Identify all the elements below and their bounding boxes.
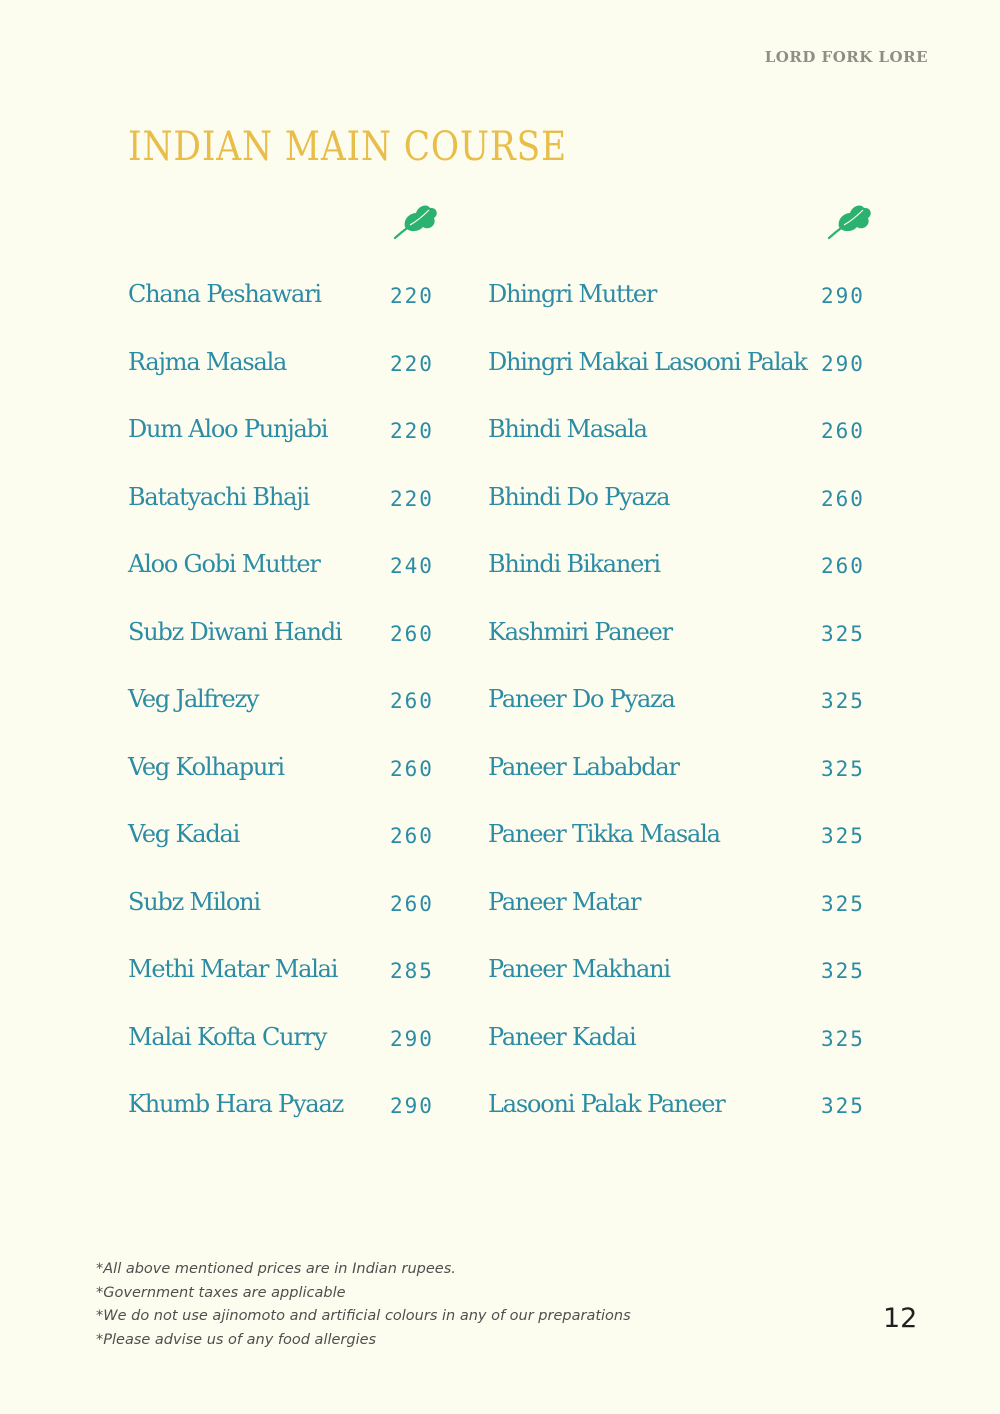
page-number: 12 <box>883 1303 918 1334</box>
footnote: *Government taxes are applicable <box>96 1284 346 1301</box>
item-price: 240 <box>390 554 434 578</box>
item-name: Paneer Tikka Masala <box>488 820 720 848</box>
item-price: 220 <box>390 351 434 376</box>
item-name: Subz Diwani Handi <box>128 617 342 646</box>
menu-item <box>488 1088 868 1156</box>
item-name: Rajma Masala <box>128 347 287 376</box>
item-price: 285 <box>390 959 434 983</box>
menu-item <box>128 953 438 1021</box>
footnote: *All above mentioned prices are in Indian rupees. <box>96 1261 456 1277</box>
menu-item <box>488 886 868 954</box>
menu-item <box>488 481 868 549</box>
menu-item <box>488 616 868 684</box>
item-price: 325 <box>821 891 865 916</box>
menu-column-right <box>488 278 868 1156</box>
item-price: 325 <box>821 959 865 983</box>
menu-item <box>128 481 438 549</box>
item-name: Batatyachi Bhaji <box>128 482 309 511</box>
item-price: 260 <box>390 621 434 646</box>
menu-item <box>488 751 868 819</box>
item-price: 325 <box>821 621 865 646</box>
item-price: 260 <box>821 419 865 443</box>
menu-item <box>128 1088 438 1156</box>
item-name: Bhindi Do Pyaza <box>488 482 670 511</box>
menu-item <box>488 683 868 751</box>
brand-logo: LORD FORK LORE <box>764 48 928 66</box>
menu-item <box>488 278 868 346</box>
item-name: Bhindi Bikaneri <box>488 550 660 578</box>
item-name: Veg Jalfrezy <box>128 685 259 713</box>
item-price: 260 <box>390 891 434 916</box>
item-name: Paneer Kadai <box>488 1022 636 1051</box>
menu-column-left <box>128 278 438 1156</box>
menu-item <box>128 818 438 886</box>
item-name: Paneer Matar <box>488 887 641 916</box>
item-name: Aloo Gobi Mutter <box>128 550 320 578</box>
item-price: 290 <box>821 284 865 308</box>
item-price: 325 <box>821 1026 865 1051</box>
item-name: Malai Kofta Curry <box>128 1022 327 1051</box>
item-price: 260 <box>390 756 434 781</box>
menu-item <box>488 818 868 886</box>
item-name: Lasooni Palak Paneer <box>488 1090 725 1118</box>
item-price: 260 <box>390 689 434 713</box>
leaf-icon <box>826 200 874 242</box>
item-price: 325 <box>821 756 865 781</box>
item-name: Paneer Lababdar <box>488 752 679 781</box>
item-price: 260 <box>821 554 865 578</box>
menu-item <box>488 1021 868 1089</box>
footnote: *Please advise us of any food allergies <box>96 1331 377 1348</box>
menu-item <box>128 886 438 954</box>
footnotes <box>96 1258 631 1352</box>
item-name: Kashmiri Paneer <box>488 617 672 646</box>
item-price: 220 <box>390 486 434 511</box>
footnote: *We do not use ajinomoto and artificial colours in any of our preparations <box>96 1308 631 1324</box>
menu-item <box>128 346 438 414</box>
item-price: 220 <box>390 419 434 443</box>
menu-item <box>128 616 438 684</box>
menu-item <box>128 548 438 616</box>
menu-item <box>128 751 438 819</box>
item-price: 290 <box>390 1094 434 1118</box>
item-name: Paneer Makhani <box>488 955 670 983</box>
menu-item <box>488 548 868 616</box>
item-price: 220 <box>390 284 434 308</box>
menu-item <box>128 413 438 481</box>
page-title: INDIAN MAIN COURSE <box>128 124 568 170</box>
item-name: Dum Aloo Punjabi <box>128 415 328 443</box>
menu-item <box>128 683 438 751</box>
item-name: Veg Kadai <box>128 820 240 848</box>
item-price: 325 <box>821 824 865 848</box>
menu-item <box>488 953 868 1021</box>
menu-item <box>488 346 868 414</box>
item-price: 290 <box>390 1026 434 1051</box>
item-name: Dhingri Mutter <box>488 280 657 308</box>
item-price: 325 <box>821 689 865 713</box>
item-price: 260 <box>821 486 865 511</box>
item-price: 260 <box>390 824 434 848</box>
item-name: Paneer Do Pyaza <box>488 685 675 713</box>
item-name: Bhindi Masala <box>488 415 647 443</box>
item-name: Dhingri Makai Lasooni Palak <box>488 347 807 376</box>
item-name: Subz Miloni <box>128 887 260 916</box>
menu-item <box>128 278 438 346</box>
item-name: Veg Kolhapuri <box>128 752 284 781</box>
menu-item <box>488 413 868 481</box>
menu-item <box>128 1021 438 1089</box>
item-name: Chana Peshawari <box>128 280 321 308</box>
item-price: 325 <box>821 1094 865 1118</box>
item-price: 290 <box>821 351 865 376</box>
item-name: Methi Matar Malai <box>128 955 338 983</box>
item-name: Khumb Hara Pyaaz <box>128 1090 344 1118</box>
leaf-icon <box>392 200 440 242</box>
